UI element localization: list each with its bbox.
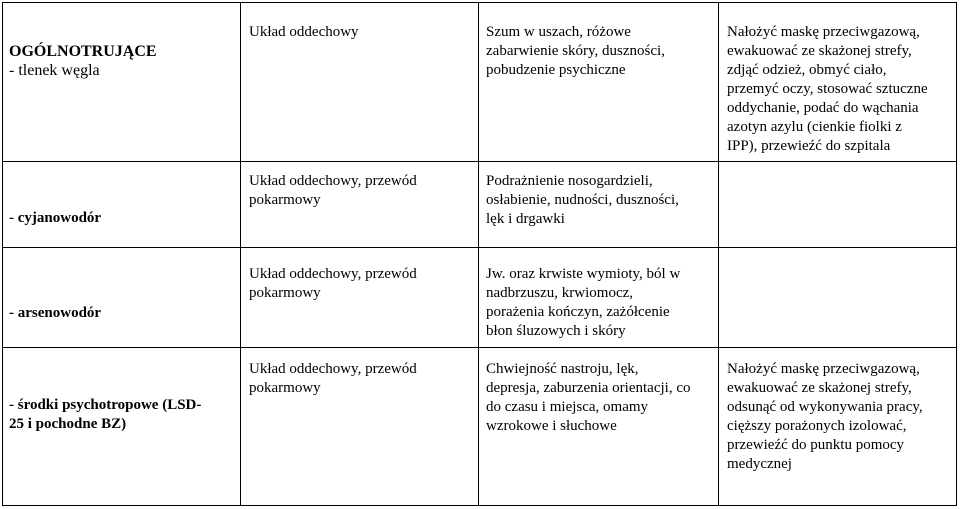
system-line: pokarmowy (249, 192, 321, 208)
aid-line: Nałożyć maskę przeciwgazową, (727, 24, 920, 40)
symptoms-line: Chwiejność nastroju, lęk, (486, 361, 639, 377)
system-line: Układ oddechowy, przewód (249, 361, 417, 377)
system-cell-3 (241, 248, 479, 348)
system-cell-1 (241, 2, 479, 162)
substance-line: - cyjanowodór (9, 210, 102, 226)
system-line: Układ oddechowy, przewód (249, 266, 417, 282)
symptoms-line: Jw. oraz krwiste wymioty, ból w (486, 266, 681, 282)
system-line: Układ oddechowy (249, 24, 359, 40)
substance-line: - tlenek węgla (9, 62, 100, 79)
aid-line: zdjąć odzież, obmyć ciało, (727, 62, 887, 78)
aid-cell-4 (719, 348, 957, 506)
symptoms-cell-3 (479, 248, 719, 348)
substance-line: OGÓLNOTRUJĄCE (9, 43, 157, 60)
aid-line: odsunąć od wykonywania pracy, (727, 399, 923, 415)
poisoning-table (2, 2, 957, 506)
substance-line: 25 i pochodne BZ) (9, 416, 127, 432)
system-line: Układ oddechowy, przewód (249, 173, 417, 189)
substance-cell-4 (2, 348, 241, 506)
substance-cell-1 (2, 2, 241, 162)
substance-cell-3 (2, 248, 241, 348)
system-line: pokarmowy (249, 380, 321, 396)
system-cell-2 (241, 162, 479, 248)
aid-cell-3 (719, 248, 957, 348)
symptoms-line: nadbrzuszu, krwiomocz, (486, 285, 634, 301)
symptoms-cell-4 (479, 348, 719, 506)
symptoms-line: Szum w uszach, różowe (486, 24, 631, 40)
symptoms-line: wzrokowe i słuchowe (486, 418, 617, 434)
symptoms-line: osłabienie, nudności, duszności, (486, 192, 679, 208)
symptoms-line: pobudzenie psychiczne (486, 62, 626, 78)
system-cell-4 (241, 348, 479, 506)
symptoms-line: błon śluzowych i skóry (486, 323, 626, 339)
aid-line: ewakuować ze skażonej strefy, (727, 380, 912, 396)
aid-line: ewakuować ze skażonej strefy, (727, 43, 912, 59)
aid-line: cięższy porażonych izolować, (727, 418, 907, 434)
substance-line: - środki psychotropowe (LSD- (9, 397, 202, 413)
symptoms-line: lęk i drgawki (486, 211, 565, 227)
symptoms-cell-2 (479, 162, 719, 248)
symptoms-line: depresja, zaburzenia orientacji, co (486, 380, 691, 396)
aid-cell-1 (719, 2, 957, 162)
aid-line: oddychanie, podać do wąchania (727, 100, 919, 116)
symptoms-line: Podrażnienie nosogardzieli, (486, 173, 653, 189)
system-line: pokarmowy (249, 285, 321, 301)
symptoms-line: do czasu i miejsca, omamy (486, 399, 649, 415)
aid-line: Nałożyć maskę przeciwgazową, (727, 361, 920, 377)
aid-line: IPP), przewieźć do szpitala (727, 138, 891, 154)
aid-line: azotyn azylu (cienkie fiolki z (727, 119, 902, 135)
symptoms-line: zabarwienie skóry, duszności, (486, 43, 665, 59)
aid-line: przewieźć do punktu pomocy (727, 437, 905, 453)
symptoms-line: porażenia kończyn, zażółcenie (486, 304, 670, 320)
substance-line: - arsenowodór (9, 305, 102, 321)
aid-line: przemyć oczy, stosować sztuczne (727, 81, 928, 97)
substance-cell-2 (2, 162, 241, 248)
aid-cell-2 (719, 162, 957, 248)
aid-line: medycznej (727, 456, 792, 472)
symptoms-cell-1 (479, 2, 719, 162)
